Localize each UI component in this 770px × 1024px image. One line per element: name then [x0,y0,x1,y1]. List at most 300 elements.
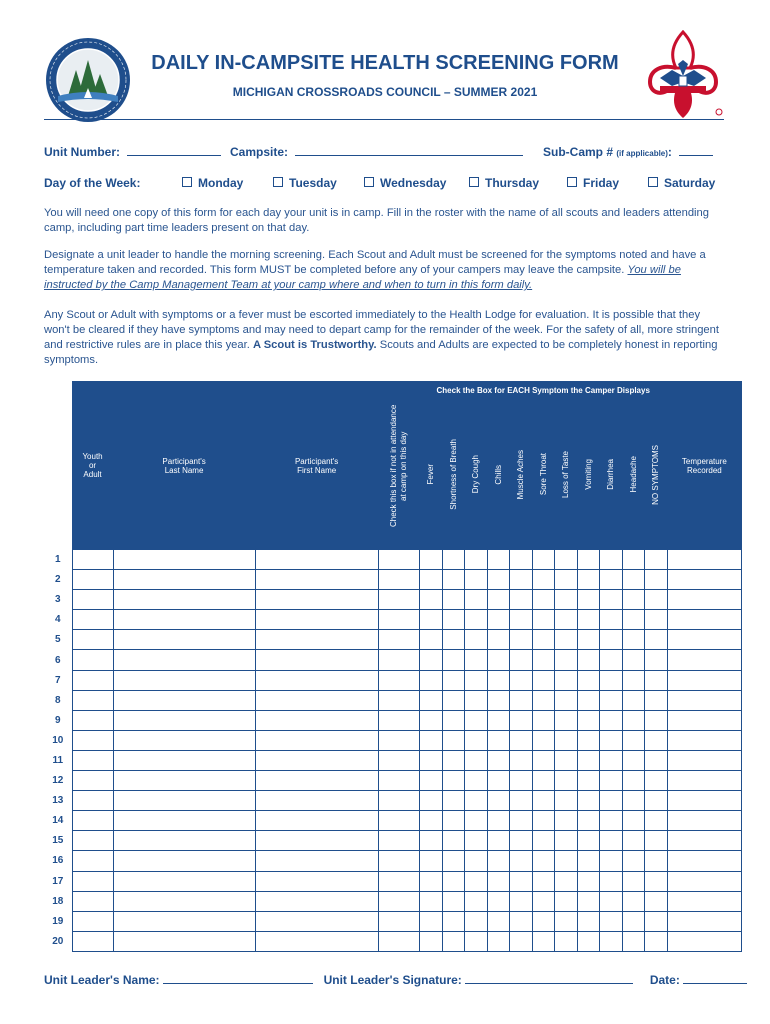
checkbox[interactable] [364,177,374,187]
symptom-checkbox-cell[interactable] [419,911,442,931]
symptom-checkbox-cell[interactable] [599,690,622,710]
checkbox[interactable] [648,177,658,187]
symptom-checkbox-cell[interactable] [599,871,622,891]
symptom-checkbox-cell[interactable] [419,891,442,911]
symptom-checkbox-cell[interactable] [532,590,554,610]
temperature-cell[interactable] [667,831,741,851]
first-name-cell[interactable] [255,871,378,891]
first-name-cell[interactable] [255,771,378,791]
symptom-checkbox-cell[interactable] [622,550,644,570]
symptom-checkbox-cell[interactable] [622,931,644,951]
campsite-blank[interactable] [295,144,523,156]
symptom-checkbox-cell[interactable] [487,771,509,791]
symptom-checkbox-cell[interactable] [419,791,442,811]
symptom-checkbox-cell[interactable] [487,891,509,911]
symptom-checkbox-cell[interactable] [487,630,509,650]
youth-adult-cell[interactable] [72,871,113,891]
last-name-cell[interactable] [113,791,255,811]
symptom-checkbox-cell[interactable] [577,730,599,750]
symptom-checkbox-cell[interactable] [554,911,577,931]
symptom-checkbox-cell[interactable] [509,710,532,730]
temperature-cell[interactable] [667,891,741,911]
campsite-field[interactable] [230,144,523,159]
symptom-checkbox-cell[interactable] [509,831,532,851]
symptom-checkbox-cell[interactable] [554,610,577,630]
symptom-checkbox-cell[interactable] [622,670,644,690]
symptom-checkbox-cell[interactable] [509,771,532,791]
symptom-checkbox-cell[interactable] [464,670,487,690]
symptom-checkbox-cell[interactable] [442,791,464,811]
symptom-checkbox-cell[interactable] [442,710,464,730]
symptom-checkbox-cell[interactable] [464,550,487,570]
youth-adult-cell[interactable] [72,650,113,670]
symptom-checkbox-cell[interactable] [554,791,577,811]
symptom-checkbox-cell[interactable] [464,891,487,911]
symptom-checkbox-cell[interactable] [419,630,442,650]
first-name-cell[interactable] [255,690,378,710]
symptom-checkbox-cell[interactable] [599,771,622,791]
symptom-checkbox-cell[interactable] [622,730,644,750]
last-name-cell[interactable] [113,851,255,871]
symptom-checkbox-cell[interactable] [509,590,532,610]
symptom-checkbox-cell[interactable] [509,911,532,931]
symptom-checkbox-cell[interactable] [532,771,554,791]
symptom-checkbox-cell[interactable] [532,891,554,911]
symptom-checkbox-cell[interactable] [487,650,509,670]
symptom-checkbox-cell[interactable] [419,750,442,770]
symptom-checkbox-cell[interactable] [554,891,577,911]
symptom-checkbox-cell[interactable] [487,710,509,730]
absent-checkbox-cell[interactable] [378,630,419,650]
symptom-checkbox-cell[interactable] [622,871,644,891]
temperature-cell[interactable] [667,871,741,891]
absent-checkbox-cell[interactable] [378,670,419,690]
day-tuesday[interactable] [273,176,337,190]
symptom-checkbox-cell[interactable] [442,570,464,590]
temperature-cell[interactable] [667,911,741,931]
temperature-cell[interactable] [667,690,741,710]
youth-adult-cell[interactable] [72,811,113,831]
first-name-cell[interactable] [255,550,378,570]
symptom-checkbox-cell[interactable] [532,911,554,931]
leader-name-blank[interactable] [163,972,313,984]
symptom-checkbox-cell[interactable] [577,690,599,710]
youth-adult-cell[interactable] [72,891,113,911]
symptom-checkbox-cell[interactable] [644,811,667,831]
symptom-checkbox-cell[interactable] [644,590,667,610]
symptom-checkbox-cell[interactable] [644,710,667,730]
last-name-cell[interactable] [113,710,255,730]
symptom-checkbox-cell[interactable] [622,831,644,851]
symptom-checkbox-cell[interactable] [442,771,464,791]
symptom-checkbox-cell[interactable] [577,570,599,590]
last-name-cell[interactable] [113,831,255,851]
last-name-cell[interactable] [113,690,255,710]
symptom-checkbox-cell[interactable] [554,690,577,710]
day-wednesday[interactable] [364,176,446,190]
youth-adult-cell[interactable] [72,670,113,690]
first-name-cell[interactable] [255,710,378,730]
youth-adult-cell[interactable] [72,710,113,730]
last-name-cell[interactable] [113,630,255,650]
symptom-checkbox-cell[interactable] [532,750,554,770]
symptom-checkbox-cell[interactable] [577,670,599,690]
last-name-cell[interactable] [113,550,255,570]
leader-signature-blank[interactable] [465,972,633,984]
symptom-checkbox-cell[interactable] [532,670,554,690]
absent-checkbox-cell[interactable] [378,771,419,791]
symptom-checkbox-cell[interactable] [644,730,667,750]
absent-checkbox-cell[interactable] [378,931,419,951]
symptom-checkbox-cell[interactable] [577,871,599,891]
youth-adult-cell[interactable] [72,831,113,851]
symptom-checkbox-cell[interactable] [464,710,487,730]
symptom-checkbox-cell[interactable] [644,750,667,770]
symptom-checkbox-cell[interactable] [532,811,554,831]
symptom-checkbox-cell[interactable] [622,771,644,791]
symptom-checkbox-cell[interactable] [577,550,599,570]
symptom-checkbox-cell[interactable] [644,851,667,871]
symptom-checkbox-cell[interactable] [577,610,599,630]
first-name-cell[interactable] [255,670,378,690]
symptom-checkbox-cell[interactable] [577,851,599,871]
symptom-checkbox-cell[interactable] [599,610,622,630]
absent-checkbox-cell[interactable] [378,710,419,730]
symptom-checkbox-cell[interactable] [622,610,644,630]
absent-checkbox-cell[interactable] [378,610,419,630]
symptom-checkbox-cell[interactable] [644,891,667,911]
absent-checkbox-cell[interactable] [378,911,419,931]
symptom-checkbox-cell[interactable] [442,931,464,951]
symptom-checkbox-cell[interactable] [644,931,667,951]
checkbox[interactable] [567,177,577,187]
symptom-checkbox-cell[interactable] [554,831,577,851]
symptom-checkbox-cell[interactable] [554,871,577,891]
temperature-cell[interactable] [667,550,741,570]
symptom-checkbox-cell[interactable] [419,851,442,871]
symptom-checkbox-cell[interactable] [464,610,487,630]
symptom-checkbox-cell[interactable] [532,630,554,650]
symptom-checkbox-cell[interactable] [577,630,599,650]
absent-checkbox-cell[interactable] [378,590,419,610]
youth-adult-cell[interactable] [72,630,113,650]
symptom-checkbox-cell[interactable] [419,610,442,630]
temperature-cell[interactable] [667,670,741,690]
symptom-checkbox-cell[interactable] [487,851,509,871]
symptom-checkbox-cell[interactable] [554,771,577,791]
symptom-checkbox-cell[interactable] [464,871,487,891]
symptom-checkbox-cell[interactable] [577,891,599,911]
symptom-checkbox-cell[interactable] [442,831,464,851]
temperature-cell[interactable] [667,750,741,770]
symptom-checkbox-cell[interactable] [532,710,554,730]
symptom-checkbox-cell[interactable] [532,610,554,630]
symptom-checkbox-cell[interactable] [599,851,622,871]
youth-adult-cell[interactable] [72,911,113,931]
first-name-cell[interactable] [255,730,378,750]
symptom-checkbox-cell[interactable] [644,670,667,690]
symptom-checkbox-cell[interactable] [509,570,532,590]
temperature-cell[interactable] [667,630,741,650]
symptom-checkbox-cell[interactable] [487,590,509,610]
symptom-checkbox-cell[interactable] [419,550,442,570]
temperature-cell[interactable] [667,771,741,791]
first-name-cell[interactable] [255,911,378,931]
symptom-checkbox-cell[interactable] [419,871,442,891]
symptom-checkbox-cell[interactable] [419,590,442,610]
absent-checkbox-cell[interactable] [378,891,419,911]
youth-adult-cell[interactable] [72,590,113,610]
symptom-checkbox-cell[interactable] [509,670,532,690]
symptom-checkbox-cell[interactable] [644,911,667,931]
symptom-checkbox-cell[interactable] [577,590,599,610]
symptom-checkbox-cell[interactable] [419,931,442,951]
symptom-checkbox-cell[interactable] [442,690,464,710]
symptom-checkbox-cell[interactable] [554,931,577,951]
symptom-checkbox-cell[interactable] [644,650,667,670]
symptom-checkbox-cell[interactable] [599,570,622,590]
symptom-checkbox-cell[interactable] [419,831,442,851]
youth-adult-cell[interactable] [72,570,113,590]
youth-adult-cell[interactable] [72,851,113,871]
symptom-checkbox-cell[interactable] [554,550,577,570]
symptom-checkbox-cell[interactable] [442,871,464,891]
youth-adult-cell[interactable] [72,690,113,710]
symptom-checkbox-cell[interactable] [622,891,644,911]
symptom-checkbox-cell[interactable] [464,791,487,811]
symptom-checkbox-cell[interactable] [442,550,464,570]
symptom-checkbox-cell[interactable] [442,891,464,911]
symptom-checkbox-cell[interactable] [442,750,464,770]
symptom-checkbox-cell[interactable] [509,630,532,650]
symptom-checkbox-cell[interactable] [487,730,509,750]
temperature-cell[interactable] [667,650,741,670]
youth-adult-cell[interactable] [72,750,113,770]
day-friday[interactable] [567,176,619,190]
symptom-checkbox-cell[interactable] [464,911,487,931]
last-name-cell[interactable] [113,931,255,951]
symptom-checkbox-cell[interactable] [577,811,599,831]
symptom-checkbox-cell[interactable] [532,690,554,710]
youth-adult-cell[interactable] [72,550,113,570]
symptom-checkbox-cell[interactable] [487,670,509,690]
symptom-checkbox-cell[interactable] [509,851,532,871]
symptom-checkbox-cell[interactable] [644,570,667,590]
symptom-checkbox-cell[interactable] [644,871,667,891]
symptom-checkbox-cell[interactable] [464,771,487,791]
symptom-checkbox-cell[interactable] [599,750,622,770]
symptom-checkbox-cell[interactable] [554,650,577,670]
absent-checkbox-cell[interactable] [378,550,419,570]
symptom-checkbox-cell[interactable] [599,550,622,570]
youth-adult-cell[interactable] [72,610,113,630]
temperature-cell[interactable] [667,851,741,871]
symptom-checkbox-cell[interactable] [487,690,509,710]
symptom-checkbox-cell[interactable] [554,570,577,590]
symptom-checkbox-cell[interactable] [554,710,577,730]
absent-checkbox-cell[interactable] [378,750,419,770]
symptom-checkbox-cell[interactable] [599,630,622,650]
symptom-checkbox-cell[interactable] [532,791,554,811]
checkbox[interactable] [469,177,479,187]
temperature-cell[interactable] [667,590,741,610]
symptom-checkbox-cell[interactable] [487,750,509,770]
symptom-checkbox-cell[interactable] [622,750,644,770]
symptom-checkbox-cell[interactable] [599,670,622,690]
symptom-checkbox-cell[interactable] [577,650,599,670]
symptom-checkbox-cell[interactable] [442,590,464,610]
symptom-checkbox-cell[interactable] [464,831,487,851]
day-monday[interactable] [182,176,243,190]
symptom-checkbox-cell[interactable] [577,710,599,730]
symptom-checkbox-cell[interactable] [464,851,487,871]
youth-adult-cell[interactable] [72,771,113,791]
symptom-checkbox-cell[interactable] [464,570,487,590]
symptom-checkbox-cell[interactable] [554,851,577,871]
symptom-checkbox-cell[interactable] [419,730,442,750]
last-name-cell[interactable] [113,730,255,750]
symptom-checkbox-cell[interactable] [577,911,599,931]
symptom-checkbox-cell[interactable] [599,931,622,951]
symptom-checkbox-cell[interactable] [419,570,442,590]
symptom-checkbox-cell[interactable] [644,630,667,650]
symptom-checkbox-cell[interactable] [644,550,667,570]
unit-number-field[interactable] [44,144,221,159]
symptom-checkbox-cell[interactable] [464,630,487,650]
last-name-cell[interactable] [113,871,255,891]
symptom-checkbox-cell[interactable] [599,590,622,610]
symptom-checkbox-cell[interactable] [487,831,509,851]
absent-checkbox-cell[interactable] [378,570,419,590]
symptom-checkbox-cell[interactable] [419,710,442,730]
subcamp-field[interactable] [543,144,713,159]
last-name-cell[interactable] [113,650,255,670]
temperature-cell[interactable] [667,730,741,750]
symptom-checkbox-cell[interactable] [509,550,532,570]
first-name-cell[interactable] [255,570,378,590]
first-name-cell[interactable] [255,891,378,911]
symptom-checkbox-cell[interactable] [487,911,509,931]
temperature-cell[interactable] [667,791,741,811]
symptom-checkbox-cell[interactable] [509,690,532,710]
first-name-cell[interactable] [255,750,378,770]
symptom-checkbox-cell[interactable] [644,791,667,811]
symptom-checkbox-cell[interactable] [644,610,667,630]
symptom-checkbox-cell[interactable] [577,750,599,770]
symptom-checkbox-cell[interactable] [599,730,622,750]
absent-checkbox-cell[interactable] [378,831,419,851]
absent-checkbox-cell[interactable] [378,871,419,891]
symptom-checkbox-cell[interactable] [419,690,442,710]
checkbox[interactable] [182,177,192,187]
symptom-checkbox-cell[interactable] [464,750,487,770]
last-name-cell[interactable] [113,811,255,831]
symptom-checkbox-cell[interactable] [487,811,509,831]
symptom-checkbox-cell[interactable] [532,831,554,851]
absent-checkbox-cell[interactable] [378,851,419,871]
absent-checkbox-cell[interactable] [378,791,419,811]
symptom-checkbox-cell[interactable] [509,730,532,750]
symptom-checkbox-cell[interactable] [419,811,442,831]
symptom-checkbox-cell[interactable] [599,791,622,811]
symptom-checkbox-cell[interactable] [599,831,622,851]
symptom-checkbox-cell[interactable] [509,811,532,831]
symptom-checkbox-cell[interactable] [532,550,554,570]
symptom-checkbox-cell[interactable] [577,771,599,791]
first-name-cell[interactable] [255,650,378,670]
symptom-checkbox-cell[interactable] [554,811,577,831]
symptom-checkbox-cell[interactable] [577,791,599,811]
symptom-checkbox-cell[interactable] [644,831,667,851]
absent-checkbox-cell[interactable] [378,690,419,710]
symptom-checkbox-cell[interactable] [599,891,622,911]
first-name-cell[interactable] [255,831,378,851]
symptom-checkbox-cell[interactable] [442,630,464,650]
temperature-cell[interactable] [667,931,741,951]
last-name-cell[interactable] [113,750,255,770]
first-name-cell[interactable] [255,630,378,650]
symptom-checkbox-cell[interactable] [487,570,509,590]
symptom-checkbox-cell[interactable] [532,570,554,590]
absent-checkbox-cell[interactable] [378,650,419,670]
symptom-checkbox-cell[interactable] [509,750,532,770]
last-name-cell[interactable] [113,610,255,630]
symptom-checkbox-cell[interactable] [509,931,532,951]
symptom-checkbox-cell[interactable] [599,710,622,730]
symptom-checkbox-cell[interactable] [509,650,532,670]
symptom-checkbox-cell[interactable] [487,610,509,630]
last-name-cell[interactable] [113,590,255,610]
symptom-checkbox-cell[interactable] [487,871,509,891]
symptom-checkbox-cell[interactable] [487,550,509,570]
symptom-checkbox-cell[interactable] [419,650,442,670]
symptom-checkbox-cell[interactable] [577,831,599,851]
last-name-cell[interactable] [113,771,255,791]
absent-checkbox-cell[interactable] [378,730,419,750]
symptom-checkbox-cell[interactable] [622,590,644,610]
symptom-checkbox-cell[interactable] [509,871,532,891]
symptom-checkbox-cell[interactable] [532,931,554,951]
last-name-cell[interactable] [113,911,255,931]
subcamp-blank[interactable] [679,144,713,156]
unit-number-blank[interactable] [127,144,221,156]
symptom-checkbox-cell[interactable] [419,670,442,690]
symptom-checkbox-cell[interactable] [442,911,464,931]
temperature-cell[interactable] [667,710,741,730]
symptom-checkbox-cell[interactable] [464,590,487,610]
youth-adult-cell[interactable] [72,730,113,750]
symptom-checkbox-cell[interactable] [622,690,644,710]
symptom-checkbox-cell[interactable] [532,650,554,670]
symptom-checkbox-cell[interactable] [599,911,622,931]
symptom-checkbox-cell[interactable] [509,791,532,811]
symptom-checkbox-cell[interactable] [419,771,442,791]
youth-adult-cell[interactable] [72,931,113,951]
symptom-checkbox-cell[interactable] [509,610,532,630]
first-name-cell[interactable] [255,791,378,811]
symptom-checkbox-cell[interactable] [622,811,644,831]
first-name-cell[interactable] [255,811,378,831]
symptom-checkbox-cell[interactable] [554,630,577,650]
symptom-checkbox-cell[interactable] [644,690,667,710]
symptom-checkbox-cell[interactable] [622,570,644,590]
symptom-checkbox-cell[interactable] [442,610,464,630]
symptom-checkbox-cell[interactable] [442,851,464,871]
symptom-checkbox-cell[interactable] [622,650,644,670]
symptom-checkbox-cell[interactable] [532,851,554,871]
first-name-cell[interactable] [255,931,378,951]
symptom-checkbox-cell[interactable] [622,911,644,931]
